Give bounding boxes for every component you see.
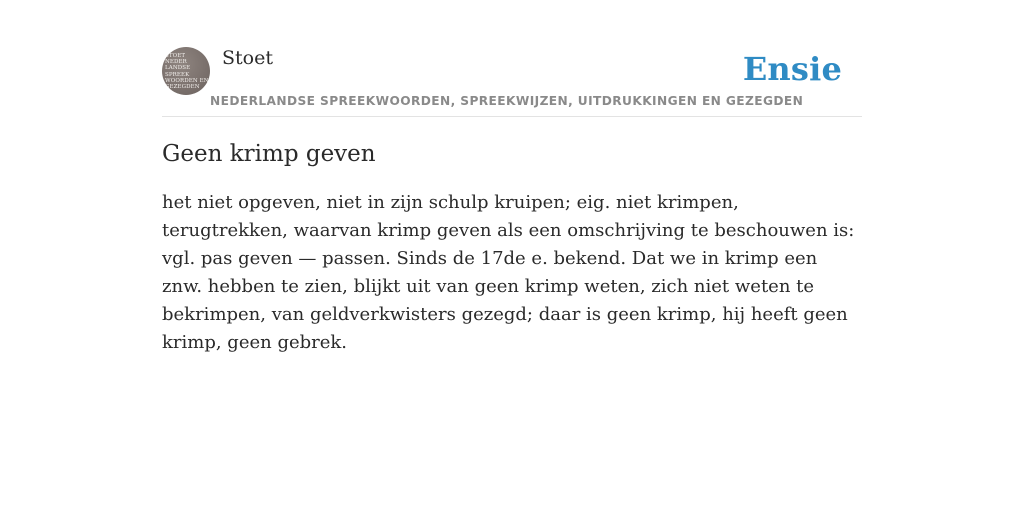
avatar-cover-text: STOET NEDER LANDSE SPREEK WOORDEN EN GEZEGDEN — [165, 53, 209, 91]
entry-title: Geen krimp geven — [162, 141, 376, 167]
entry-card — [162, 40, 862, 357]
entry-definition: het niet opgeven, niet in zijn schulp kruipen; eig. niet krimpen, terugtrekken, waarvan krimp geven als een omschrijving te beschouwen is: vgl. pas geven — passen. Sinds de 17de e. bekend. Dat we in krimp een znw. hebben te zien, blijkt uit van geen krimp weten, zich niet weten te bekrimpen, van geldverkwisters gezegd; daar is geen krimp, hij heeft geen krimp, geen gebrek. — [162, 192, 855, 353]
brand-logo[interactable]: Ensie — [742, 50, 842, 88]
author-name[interactable]: Stoet — [222, 47, 273, 69]
source-subtitle[interactable]: NEDERLANDSE SPREEKWOORDEN, SPREEKWIJZEN, UITDRUKKINGEN EN GEZEGDEN — [210, 94, 804, 108]
author-avatar[interactable] — [162, 47, 210, 95]
page-header — [162, 40, 862, 117]
